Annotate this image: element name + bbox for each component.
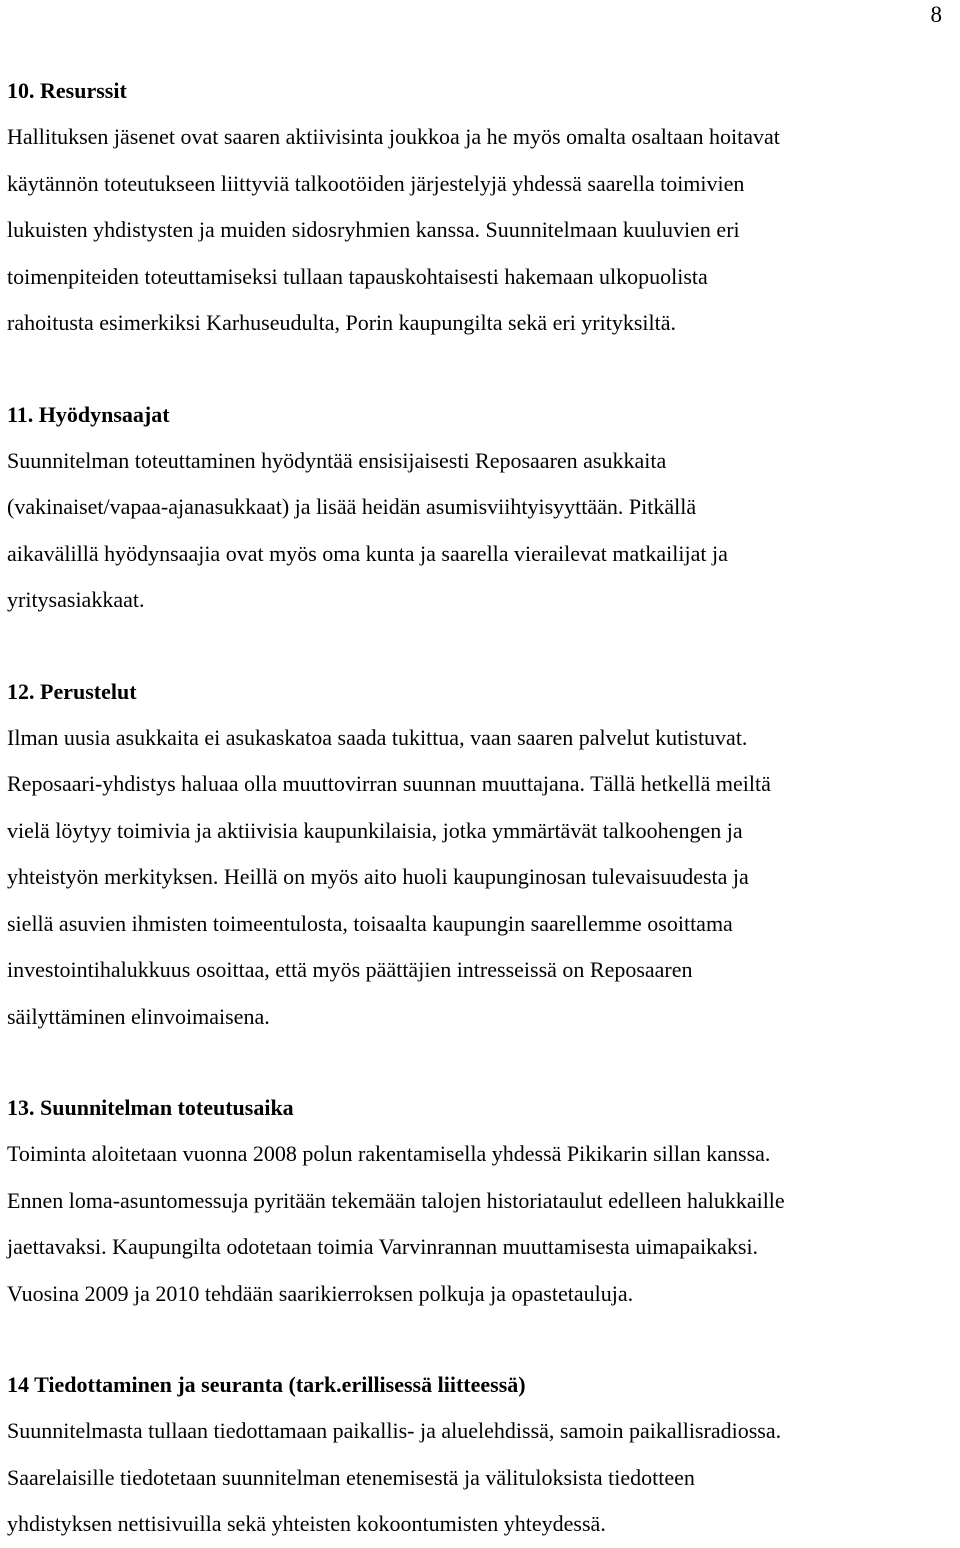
page-number: 8 <box>930 2 942 27</box>
paragraph-line: vielä löytyy toimivia ja aktiivisia kaupunkilaisia, jotka ymmärtävät talkoohengen ja <box>7 817 743 843</box>
paragraph-line: siellä asuvien ihmisten toimeentulosta, toisaalta kaupungin saarellemme osoittama <box>7 910 733 936</box>
document-body <box>7 68 959 1548</box>
section-heading: 14 Tiedottaminen ja seuranta (tark.erillisessä liitteessä) <box>7 1372 526 1397</box>
section-heading: 11. Hyödynsaajat <box>7 401 170 427</box>
section-heading: 13. Suunnitelman toteutusaika <box>7 1095 294 1120</box>
paragraph-line: Suunnitelman toteuttaminen hyödyntää ensisijaisesti Reposaaren asukkaita <box>7 447 667 473</box>
section-schedule <box>7 1085 959 1317</box>
paragraph-line: käytännön toteutukseen liittyviä talkootöiden järjestelyjä yhdessä saarella toimivien <box>7 170 745 196</box>
paragraph-line: Hallituksen jäsenet ovat saaren aktiivisinta joukkoa ja he myös omalta osaltaan hoitavat <box>7 124 780 149</box>
paragraph-line: rahoitusta esimerkiksi Karhuseudulta, Porin kaupungilta sekä eri yrityksiltä. <box>7 310 677 335</box>
section-justification <box>7 669 959 1041</box>
paragraph-line: (vakinaiset/vapaa-ajanasukkaat) ja lisää heidän asumisviihtyisyyttään. Pitkällä <box>7 494 697 519</box>
paragraph-line: investointihalukkuus osoittaa, että myös päättäjien intresseissä on Reposaaren <box>7 957 693 982</box>
paragraph-line: yhdistyksen nettisivuilla sekä yhteisten kokoontumisten yhteydessä. <box>7 1511 606 1536</box>
paragraph-line: Saarelaisille tiedotetaan suunnitelman etenemisestä ja välituloksista tiedotteen <box>7 1464 695 1490</box>
paragraph-line: Toiminta aloitetaan vuonna 2008 polun rakentamisella yhdessä Pikikarin sillan kanssa. <box>7 1141 771 1166</box>
paragraph-line: Ilman uusia asukkaita ei asukaskatoa saada tukittua, vaan saaren palvelut kutistuvat. <box>7 724 748 750</box>
paragraph-line: Ennen loma-asuntomessuja pyritään tekemään talojen historiataulut edelleen halukkaille <box>7 1187 785 1213</box>
paragraph-line: yhteistyön merkityksen. Heillä on myös aito huoli kaupunginosan tulevaisuudesta ja <box>7 864 749 889</box>
section-beneficiaries <box>7 392 959 624</box>
paragraph-line: toimenpiteiden toteuttamiseksi tullaan tapauskohtaisesti hakemaan ulkopuolista <box>7 263 708 289</box>
paragraph-line: yritysasiakkaat. <box>7 587 145 612</box>
section-heading: 10. Resurssit <box>7 78 127 103</box>
paragraph-line: Reposaari-yhdistys haluaa olla muuttovirran suunnan muuttajana. Tällä hetkellä meiltä <box>7 771 771 796</box>
paragraph-line: Suunnitelmasta tullaan tiedottamaan paikallis- ja aluelehdissä, samoin paikallisradiossa. <box>7 1418 782 1443</box>
paragraph-line: lukuisten yhdistysten ja muiden sidosryhmien kanssa. Suunnitelmaan kuuluvien eri <box>7 217 740 242</box>
section-resources <box>7 68 959 347</box>
section-communication <box>7 1362 959 1548</box>
section-heading: 12. Perustelut <box>7 678 137 704</box>
paragraph-line: jaettavaksi. Kaupungilta odotetaan toimia Varvinrannan muuttamisesta uimapaikaksi. <box>7 1234 759 1259</box>
paragraph-line: aikavälillä hyödynsaajia ovat myös oma kunta ja saarella vierailevat matkailijat ja <box>7 540 728 566</box>
paragraph-line: Vuosina 2009 ja 2010 tehdään saarikierroksen polkuja ja opastetauluja. <box>7 1280 634 1306</box>
paragraph-line: säilyttäminen elinvoimaisena. <box>7 1003 270 1029</box>
